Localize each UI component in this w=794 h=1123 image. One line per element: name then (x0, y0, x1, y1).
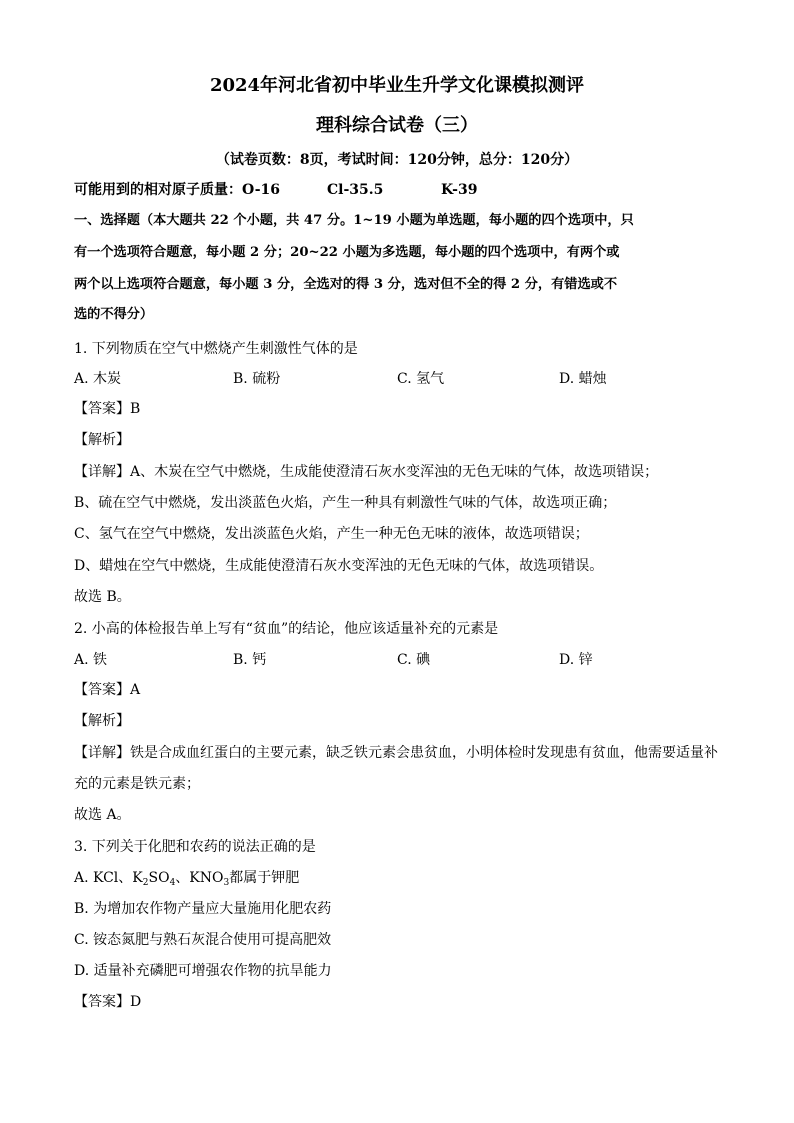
page-title: 2024年河北省初中毕业生升学文化课模拟测评 (209, 75, 585, 96)
q3-answer-label: 【答案】 (74, 994, 130, 1010)
q3-answer (74, 992, 141, 1012)
q1-stem: 1. 下列物质在空气中燃烧产生刺激性气体的是 (74, 341, 358, 357)
q2-answer (74, 680, 140, 700)
q1-option-b: B. 硫粉 (233, 371, 281, 387)
q2-conclusion: 故选 A。 (74, 807, 131, 823)
q1-option-d: D. 蜡烛 (559, 371, 607, 387)
q2-detail-text-2: 充的元素是铁元素； (74, 776, 200, 792)
q1-option-a: A. 木炭 (74, 371, 122, 387)
q1-detail-d: D、蜡烛在空气中燃烧，生成能使澄清石灰水变浑浊的无色无味的气体，故选项错误。 (74, 558, 604, 574)
q3-formula-1-sub: 2 (142, 878, 149, 888)
q1-detail-c: C、氢气在空气中燃烧，发出淡蓝色火焰，产生一种无色无味的液体，故选项错误； (74, 526, 589, 542)
q1-analysis-label: 【解析】 (74, 432, 130, 448)
q3-option-a (74, 868, 299, 893)
atomic-masses-label: 可能用到的相对原子质量： (74, 182, 242, 198)
atomic-masses (74, 180, 280, 200)
q2-detail-line-1 (74, 743, 718, 763)
q2-option-c: C. 碘 (397, 652, 431, 668)
q3-formula-2-sub: 4 (169, 878, 176, 888)
section-instruction-line-3: 两个以上选项符合题意，每小题 3 分，全选对的得 3 分，选对但不全的得 2 分，有错选或不 (74, 277, 618, 292)
page-subtitle: 理科综合试卷（三） (316, 115, 478, 136)
q3-option-a-prefix: A. (74, 870, 94, 886)
q1-detail-line-1 (74, 462, 658, 482)
q1-answer-label: 【答案】 (74, 401, 130, 417)
q1-answer (74, 399, 140, 419)
q3-stem: 3. 下列关于化肥和农药的说法正确的是 (74, 839, 316, 855)
q3-formula-3-sub: 3 (223, 878, 230, 888)
q2-option-a: A. 铁 (74, 652, 108, 668)
q2-detail-label: 【详解】 (74, 745, 130, 761)
section-instruction-line-2: 有一个选项符合题意，每小题 2 分；20~22 小题为多选题，每小题的四个选项中，有两个或 (74, 245, 620, 260)
q1-conclusion: 故选 B。 (74, 589, 131, 605)
q3-formula-1: KCl、K (93, 870, 143, 886)
q3-option-d: D. 适量补充磷肥可增强农作物的抗旱能力 (74, 963, 332, 979)
q3-option-b: B. 为增加农作物产量应大量施用化肥农药 (74, 901, 332, 917)
q3-answer-value: D (130, 994, 142, 1010)
q1-detail-b: B、硫在空气中燃烧，发出淡蓝色火焰，产生一种具有刺激性气味的气体，故选项正确； (74, 495, 617, 511)
q3-formula-2: SO (148, 870, 170, 886)
q2-detail-text-1: 铁是合成血红蛋白的主要元素，缺乏铁元素会患贫血，小明体检时发现患有贫血，他需要适量补 (130, 745, 718, 761)
section-instruction-line-1: 一、选择题（本大题共 22 个小题，共 47 分。1~19 小题为单选题，每小题的四个选项中，只 (74, 213, 634, 228)
q3-option-c: C. 铵态氮肥与熟石灰混合使用可提高肥效 (74, 932, 332, 948)
q2-option-d: D. 锌 (559, 652, 593, 668)
q2-answer-value: A (130, 682, 141, 698)
q2-analysis-label: 【解析】 (74, 713, 130, 729)
q1-answer-value: B (130, 401, 141, 417)
exam-info: （试卷页数：8页，考试时间：120分钟，总分：120分） (215, 152, 579, 168)
q1-option-c: C. 氢气 (397, 371, 445, 387)
q1-detail-label: 【详解】 (74, 464, 130, 480)
section-instruction-line-4: 选的不得分） (74, 307, 154, 322)
q3-option-a-suffix: 都属于钾肥 (229, 870, 300, 886)
q2-answer-label: 【答案】 (74, 682, 130, 698)
atomic-mass-k: K-39 (441, 182, 478, 198)
q2-stem: 2. 小高的体检报告单上写有“贫血”的结论，他应该适量补充的元素是 (74, 621, 499, 637)
q2-option-b: B. 钙 (233, 652, 267, 668)
atomic-mass-o: O-16 (242, 182, 281, 198)
q1-detail-a: A、木炭在空气中燃烧，生成能使澄清石灰水变浑浊的无色无味的气体，故选项错误； (130, 464, 659, 480)
q3-formula-3: 、KNO (175, 870, 224, 886)
atomic-mass-cl: Cl-35.5 (327, 182, 384, 198)
